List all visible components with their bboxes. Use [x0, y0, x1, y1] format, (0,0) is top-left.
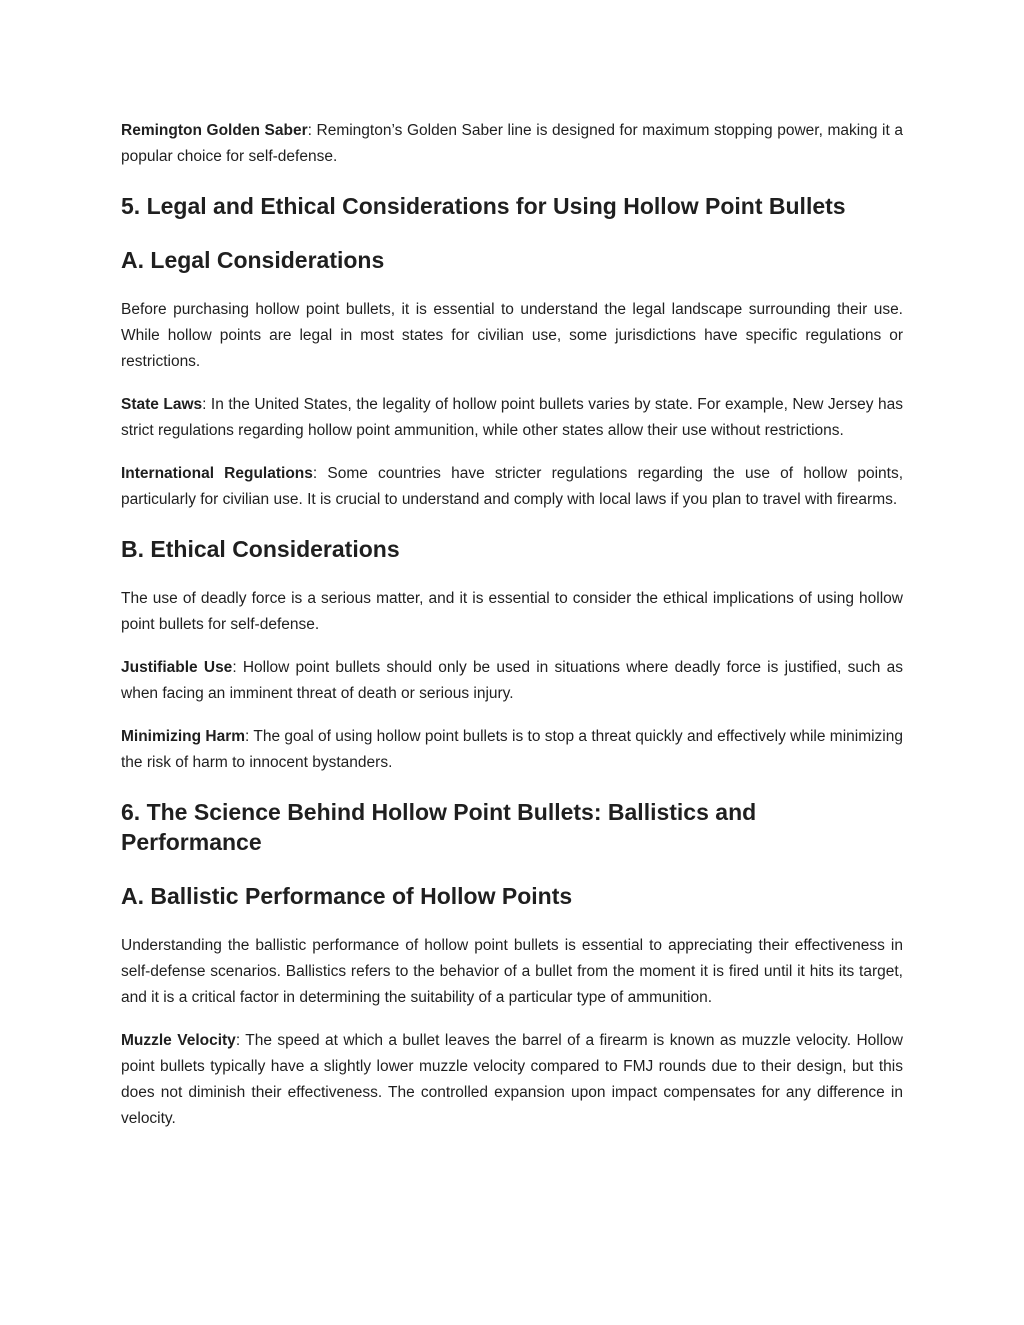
subsection-heading-ballistic: A. Ballistic Performance of Hollow Points: [121, 883, 573, 909]
term-label: Minimizing Harm: [121, 728, 246, 745]
subsection-heading-legal: A. Legal Considerations: [121, 247, 385, 273]
paragraph-international-regulations: [121, 461, 903, 513]
term-label: International Regulations: [121, 465, 313, 482]
paragraph-legal-intro: Before purchasing hollow point bullets, it is essential to understand the legal landscape surrounding their use. While hollow points are legal in most states for civilian use, some jurisdictions have specific regulations or restrictions.: [121, 301, 903, 370]
paragraph-remington-golden-saber: [121, 118, 903, 170]
paragraph-text: : In the United States, the legality of hollow point bullets varies by state. For example, New Jersey has strict regulations regarding hollow point ammunition, while other states allow their use without restrictions.: [121, 396, 903, 439]
term-label: Justifiable Use: [121, 659, 233, 676]
paragraph-ballistic-intro: Understanding the ballistic performance of hollow point bullets is essential to appreciating their effectiveness in self-defense scenarios. Ballistics refers to the behavior of a bullet from the moment it is fired until it hits its target, and it is a critical factor in determining the suitability of a particular type of ammunition.: [121, 937, 903, 1006]
paragraph-minimizing-harm: [121, 724, 903, 776]
term-label: Muzzle Velocity: [121, 1032, 236, 1049]
term-label: Remington Golden Saber: [121, 122, 308, 139]
paragraph-text: : Remington’s Golden Saber line is designed for maximum stopping power, making it a popular choice for self-defense.: [121, 122, 904, 165]
section-heading-5: 5. Legal and Ethical Considerations for Using Hollow Point Bullets: [121, 193, 846, 219]
section-heading-6: 6. The Science Behind Hollow Point Bullets: Ballistics and Performance: [121, 799, 757, 855]
term-label: State Laws: [121, 396, 203, 413]
paragraph-justifiable-use: [121, 655, 903, 707]
paragraph-text: : The speed at which a bullet leaves the barrel of a firearm is known as muzzle velocity. Hollow point bullets typically have a slightly lower muzzle velocity compared to FMJ rounds due to their design, but this does not diminish their effectiveness. The controlled expansion upon impact compensates for any difference in velocity.: [121, 1032, 903, 1127]
document-page: [121, 118, 903, 1132]
paragraph-state-laws: [121, 392, 903, 444]
paragraph-text: : Hollow point bullets should only be used in situations where deadly force is justified, such as when facing an imminent threat of death or serious injury.: [121, 659, 903, 702]
paragraph-text: : The goal of using hollow point bullets is to stop a threat quickly and effectively while minimizing the risk of harm to innocent bystanders.: [121, 728, 903, 771]
subsection-heading-ethical: B. Ethical Considerations: [121, 536, 400, 562]
paragraph-ethical-intro: The use of deadly force is a serious matter, and it is essential to consider the ethical implications of using hollow point bullets for self-defense.: [121, 590, 903, 633]
paragraph-muzzle-velocity: [121, 1028, 903, 1132]
paragraph-text: : Some countries have stricter regulations regarding the use of hollow points, particularly for civilian use. It is crucial to understand and comply with local laws if you plan to travel with firearms.: [121, 465, 904, 508]
